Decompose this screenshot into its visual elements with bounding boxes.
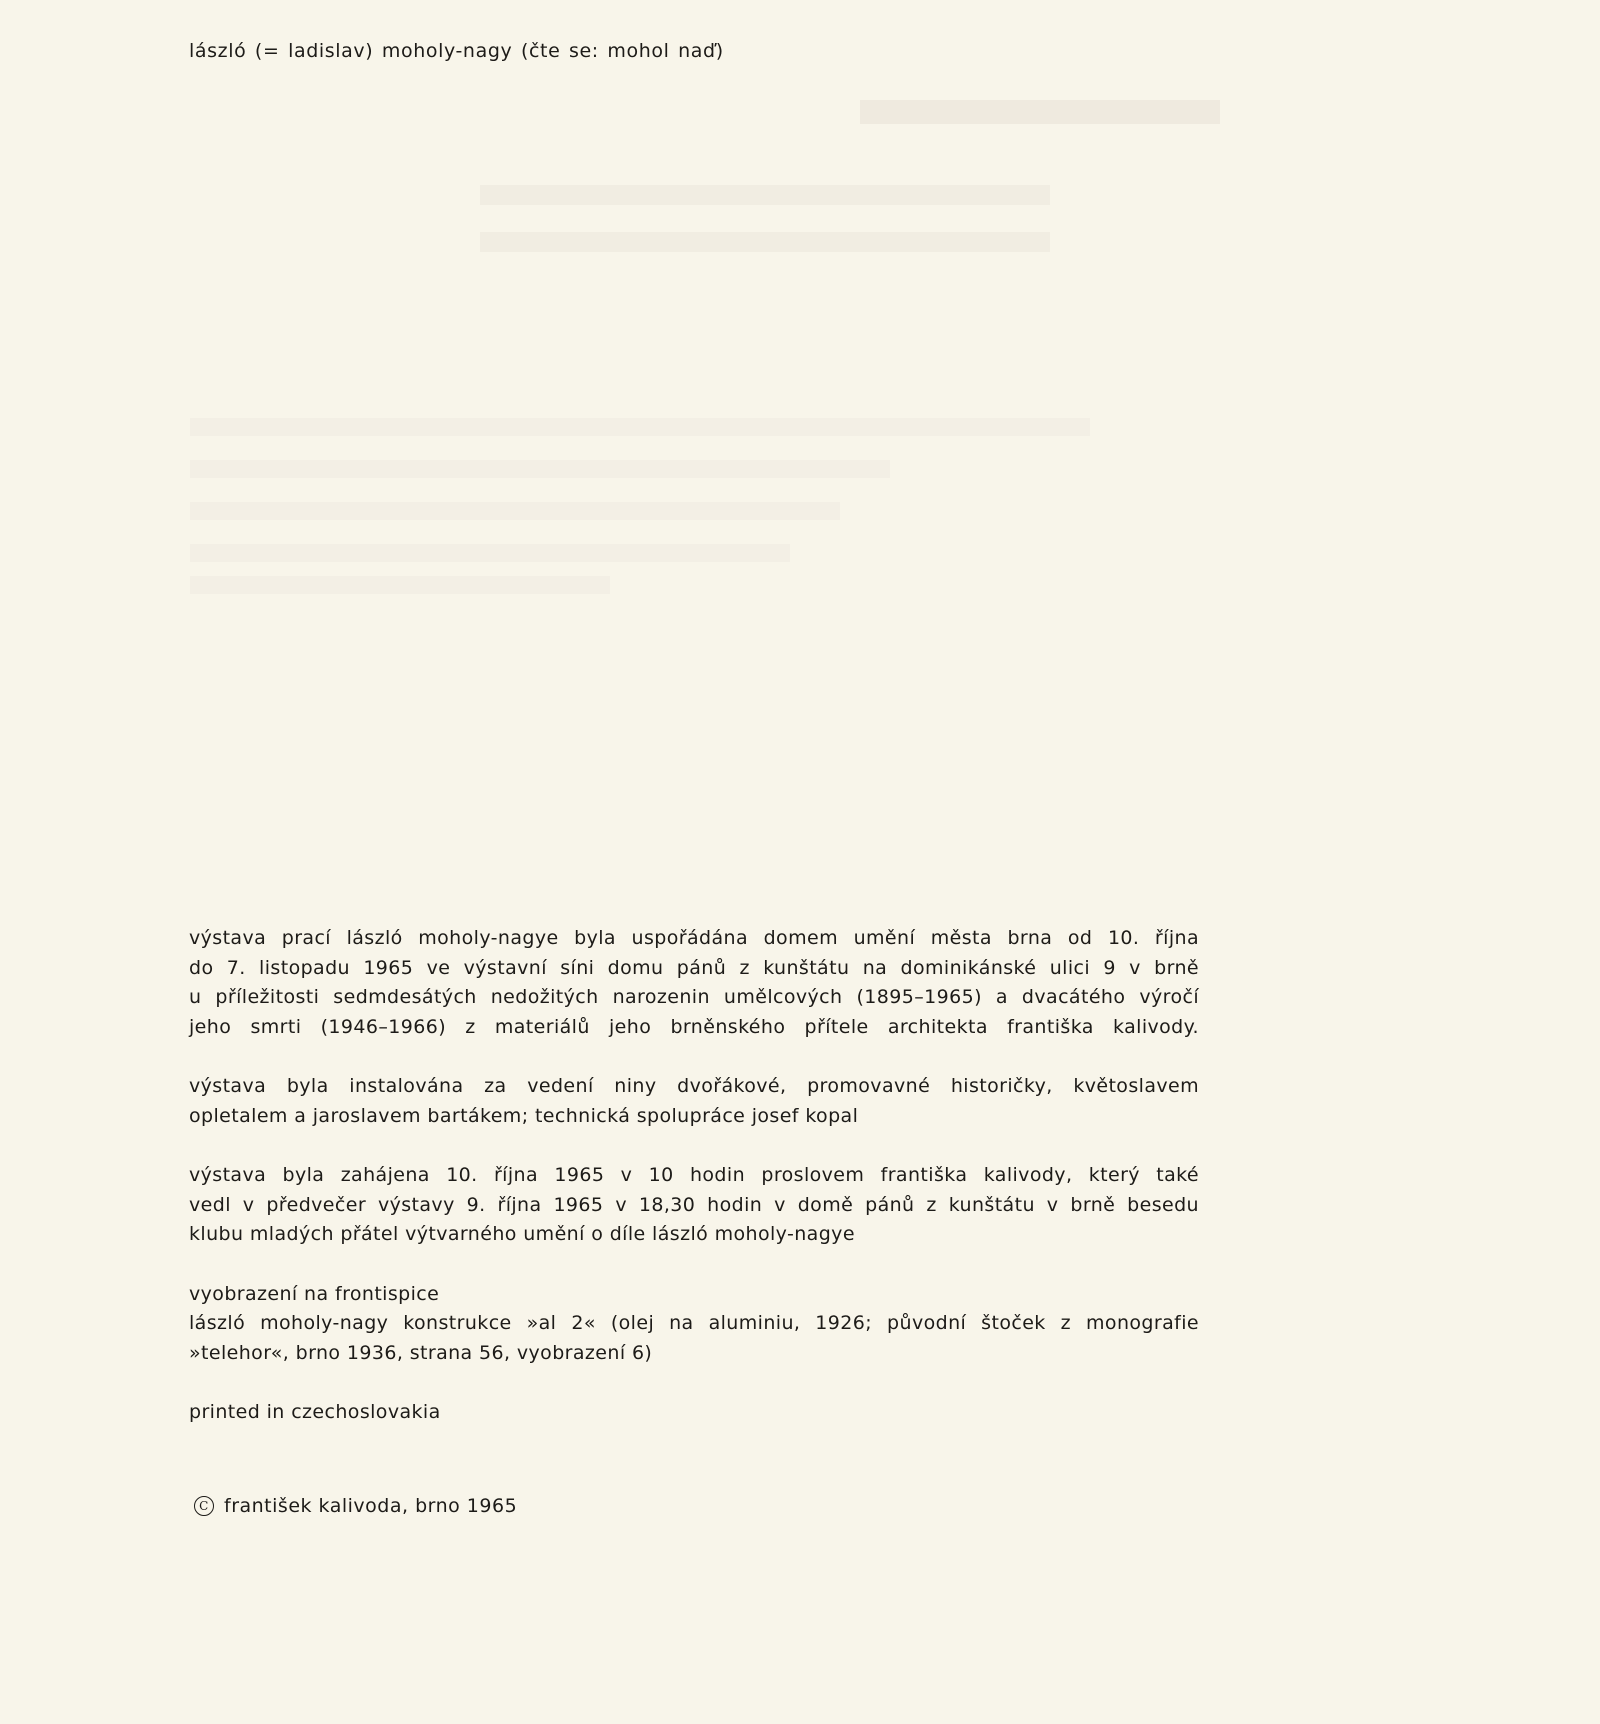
show-through-decoration (190, 502, 840, 520)
text-line: lászló moholy-nagy konstrukce »al 2« (olej na aluminiu, 1926; původní štoček z monografie (189, 1312, 1199, 1334)
text-line: opletalem a jaroslavem bartákem; technická spolupráce josef kopal (189, 1104, 859, 1127)
copyright-text: františek kalivoda, brno 1965 (224, 1495, 518, 1517)
text-line: vedl v předvečer výstavy 9. října 1965 v 18,30 hodin v domě pánů z kunštátu v brně besedu (189, 1193, 1199, 1216)
show-through-decoration (190, 576, 610, 594)
show-through-decoration (190, 418, 1090, 436)
show-through-decoration (480, 185, 1050, 205)
text-line: výstava prací lászló moholy-nagye byla uspořádána domem umění města brna od 10. října (189, 927, 1199, 949)
text-line: printed in czechoslovakia (189, 1401, 441, 1423)
paragraph-printed (189, 1398, 1199, 1428)
show-through-decoration (190, 460, 890, 478)
text-line: výstava byla zahájena 10. října 1965 v 10 hodin proslovem františka kalivody, který také (189, 1164, 1199, 1186)
text-line: »telehor«, brno 1936, strana 56, vyobrazení 6) (189, 1341, 653, 1364)
paragraph-exhibition (189, 924, 1199, 1042)
text-line: výstava byla instalována za vedení niny dvořákové, promovavné historičky, květoslavem (189, 1075, 1199, 1097)
show-through-decoration (860, 100, 1220, 124)
paragraph-frontispiece (189, 1280, 1199, 1369)
text-line: jeho smrti (1946–1966) z materiálů jeho brněnského přítele architekta františka kalivody. (189, 1015, 1199, 1038)
copyright-notice (194, 1495, 517, 1517)
paragraph-opening (189, 1161, 1199, 1250)
show-through-decoration (480, 232, 1050, 252)
page-heading: lászló (= ladislav) moholy-nagy (čte se: mohol naď) (189, 40, 724, 62)
copyright-icon: C (194, 1496, 214, 1516)
text-line: vyobrazení na frontispice (189, 1282, 440, 1305)
paragraph-installation (189, 1072, 1199, 1131)
text-line: u příležitosti sedmdesátých nedožitých narozenin umělcových (1895–1965) a dvacátého výročí (189, 986, 1199, 1008)
colophon-text (189, 924, 1199, 1428)
text-line: do 7. listopadu 1965 ve výstavní síni domu pánů z kunštátu na dominikánské ulici 9 v brně (189, 956, 1199, 979)
show-through-decoration (190, 544, 790, 562)
text-line: klubu mladých přátel výtvarného umění o díle lászló moholy-nagye (189, 1223, 855, 1245)
